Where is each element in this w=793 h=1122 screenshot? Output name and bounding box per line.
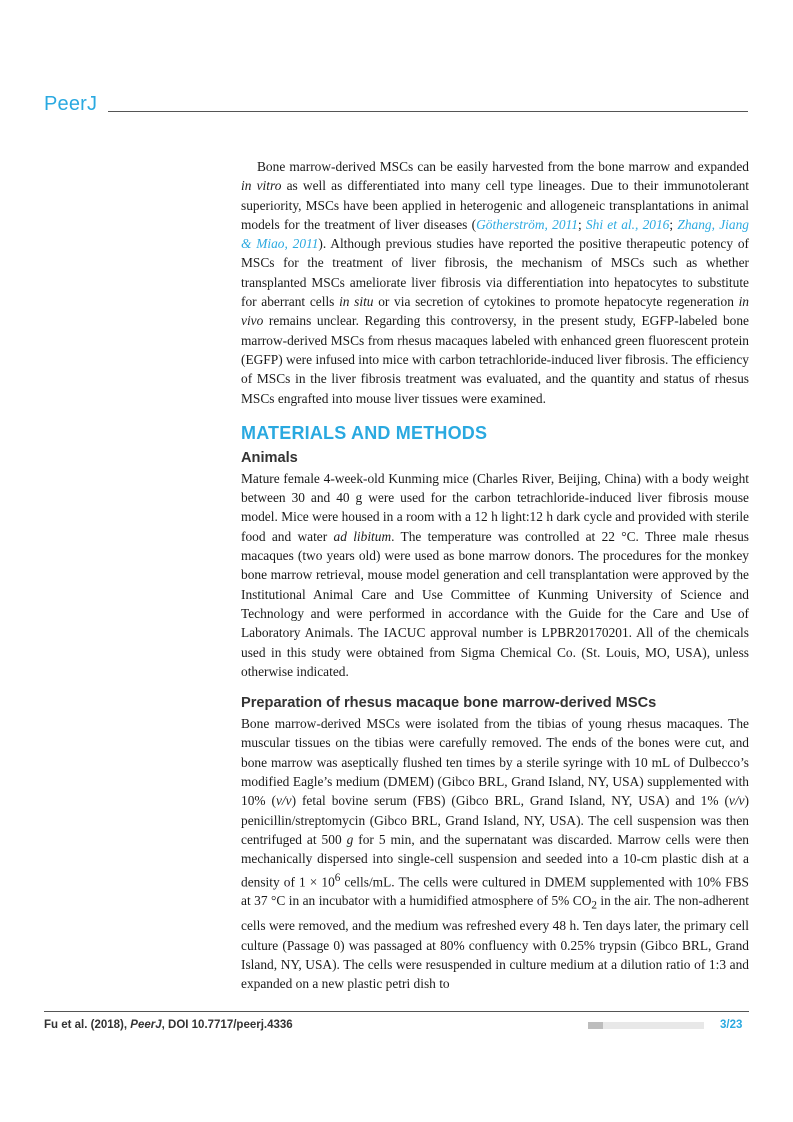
text-run: Bone marrow-derived MSCs can be easily harvested from the bone marrow and expanded bbox=[257, 159, 749, 174]
text-run: in the air. The non-adherent cells were removed, and the medium was refreshed every 48 h. Ten days later, the primary cell culture (Passage 0) was passaged at 80% confluency with 0.25% trypsin (Gibco BRL, Grand Island, NY, USA). The cells were resuspended in culture medium at a dilution ratio of 1:3 and expanded on a new plastic petri dish to bbox=[241, 893, 749, 992]
text-run: ) penicillin/streptomycin (Gibco BRL, Grand Island, NY, USA). The cell suspension was then centrifuged at 500 bbox=[241, 793, 749, 847]
animals-paragraph bbox=[241, 469, 749, 681]
citation-link[interactable]: Götherström, 2011 bbox=[476, 216, 578, 232]
citation-link[interactable]: Shi et al., 2016 bbox=[585, 216, 670, 232]
italic-run: v/v bbox=[275, 793, 292, 809]
section-heading: MATERIALS AND METHODS bbox=[241, 422, 488, 443]
text-run: ; bbox=[669, 216, 678, 232]
text-run: for 5 min, and the supernatant was discarded. Marrow cells were then mechanically dispersed into single-cell suspension and seeded into a 10-cm plastic dish at a density of 1 × 10 bbox=[241, 831, 749, 889]
page-number: 3/23 bbox=[720, 1019, 743, 1031]
subscript: 2 bbox=[591, 899, 597, 912]
italic-run: ad libitum bbox=[333, 528, 392, 544]
main-text bbox=[241, 157, 749, 993]
subsection-heading-preparation: Preparation of rhesus macaque bone marrow-derived MSCs bbox=[241, 695, 657, 712]
subsection-heading-animals: Animals bbox=[241, 449, 298, 466]
footer-journal: PeerJ bbox=[130, 1019, 162, 1031]
text-run: as well as differentiated into many cell type lineages. Due to their immunotolerant superiority, MSCs have been applied in heterogenic and allogeneic transplantations in animal models for the treatment of liver diseases ( bbox=[241, 178, 750, 232]
italic-run: in vivo bbox=[241, 294, 749, 329]
intro-paragraph bbox=[241, 157, 749, 408]
footer-doi: , DOI 10.7717/peerj.4336 bbox=[161, 1019, 293, 1031]
text-run: or via secretion of cytokines to promote hepatocyte regeneration bbox=[373, 294, 739, 310]
text-run: . The temperature was controlled at 22 °C. Three male rhesus macaques (two years old) were used as bone marrow donors. The procedures for the monkey bone marrow retrieval, mouse model generation and cell transplantation were approved by the Institutional Animal Care and Use Committee of Kunming University of Science and Technology and were performed in accordance with the Guide for the Care and Use of Laboratory Animals. The IACUC approval number is LPBR20170201. All of the chemicals used in this study were obtained from Sigma Chemical Co. (St. Louis, MO, USA), unless otherwise indicated. bbox=[241, 528, 750, 679]
text-run: Bone marrow-derived MSCs were isolated from the tibias of young rhesus macaques. The muscular tissues on the tibias were carefully removed. The ends of the bones were cut, and bone marrow was aseptically flushed ten times by a sterile syringe with 10 mL of Dulbecco’s modified Eagle’s medium (DMEM) (Gibco BRL, Grand Island, NY, USA) supplemented with 10% ( bbox=[241, 716, 749, 809]
peerj-logo: PeerJ bbox=[44, 93, 98, 115]
text-run: cells/mL. The cells were cultured in DMEM supplemented with 10% FBS at 37 °C in an incubator with a humidified atmosphere of 5% CO bbox=[241, 873, 749, 909]
text-run: ). Although previous studies have reported the positive therapeutic potency of MSCs for the treatment of liver fibrosis, the mechanism of MSCs such as whether transplanted MSCs ameliorate liver fibrosis via differentiation into hepatocytes to substitute for aberrant cells bbox=[241, 236, 749, 310]
text-run: remains unclear. Regarding this controversy, in the present study, EGFP-labeled bone marrow-derived MSCs from rhesus macaques labeled with enhanced green fluorescent protein (EGFP) were infused into mice with carbon tetrachloride-induced liver fibrosis. The efficiency of MSCs in the liver fibrosis treatment was evaluated, and the quantity and status of rhesus MSCs engrafted into mouse liver tissues were examined. bbox=[241, 313, 749, 406]
italic-run: v/v bbox=[728, 793, 745, 809]
header-rule bbox=[108, 111, 748, 112]
text-run: ) fetal bovine serum (FBS) (Gibco BRL, Grand Island, NY, USA) and 1% ( bbox=[291, 793, 729, 809]
italic-run: g bbox=[346, 831, 354, 847]
footer-authors: Fu et al. (2018), bbox=[44, 1019, 131, 1031]
text-run: Mature female 4-week-old Kunming mice (Charles River, Beijing, China) with a body weight between 30 and 40 g were used for the carbon tetrachloride-induced liver fibrosis mouse model. Mice were housed in a room with a 12 h light:12 h dark cycle and provided with sterile food and water bbox=[241, 470, 749, 544]
superscript: 6 bbox=[334, 871, 341, 884]
citation-link[interactable]: Zhang, Jiang & Miao, 2011 bbox=[241, 216, 749, 252]
page-progress-fill bbox=[588, 1022, 603, 1029]
footer-citation bbox=[44, 1019, 293, 1031]
italic-run: in situ bbox=[339, 294, 374, 310]
text-run: ; bbox=[577, 216, 586, 232]
footer-rule bbox=[44, 1011, 749, 1012]
page-progress-bar bbox=[588, 1022, 704, 1029]
preparation-paragraph bbox=[241, 714, 749, 993]
italic-run: in vitro bbox=[241, 178, 282, 194]
